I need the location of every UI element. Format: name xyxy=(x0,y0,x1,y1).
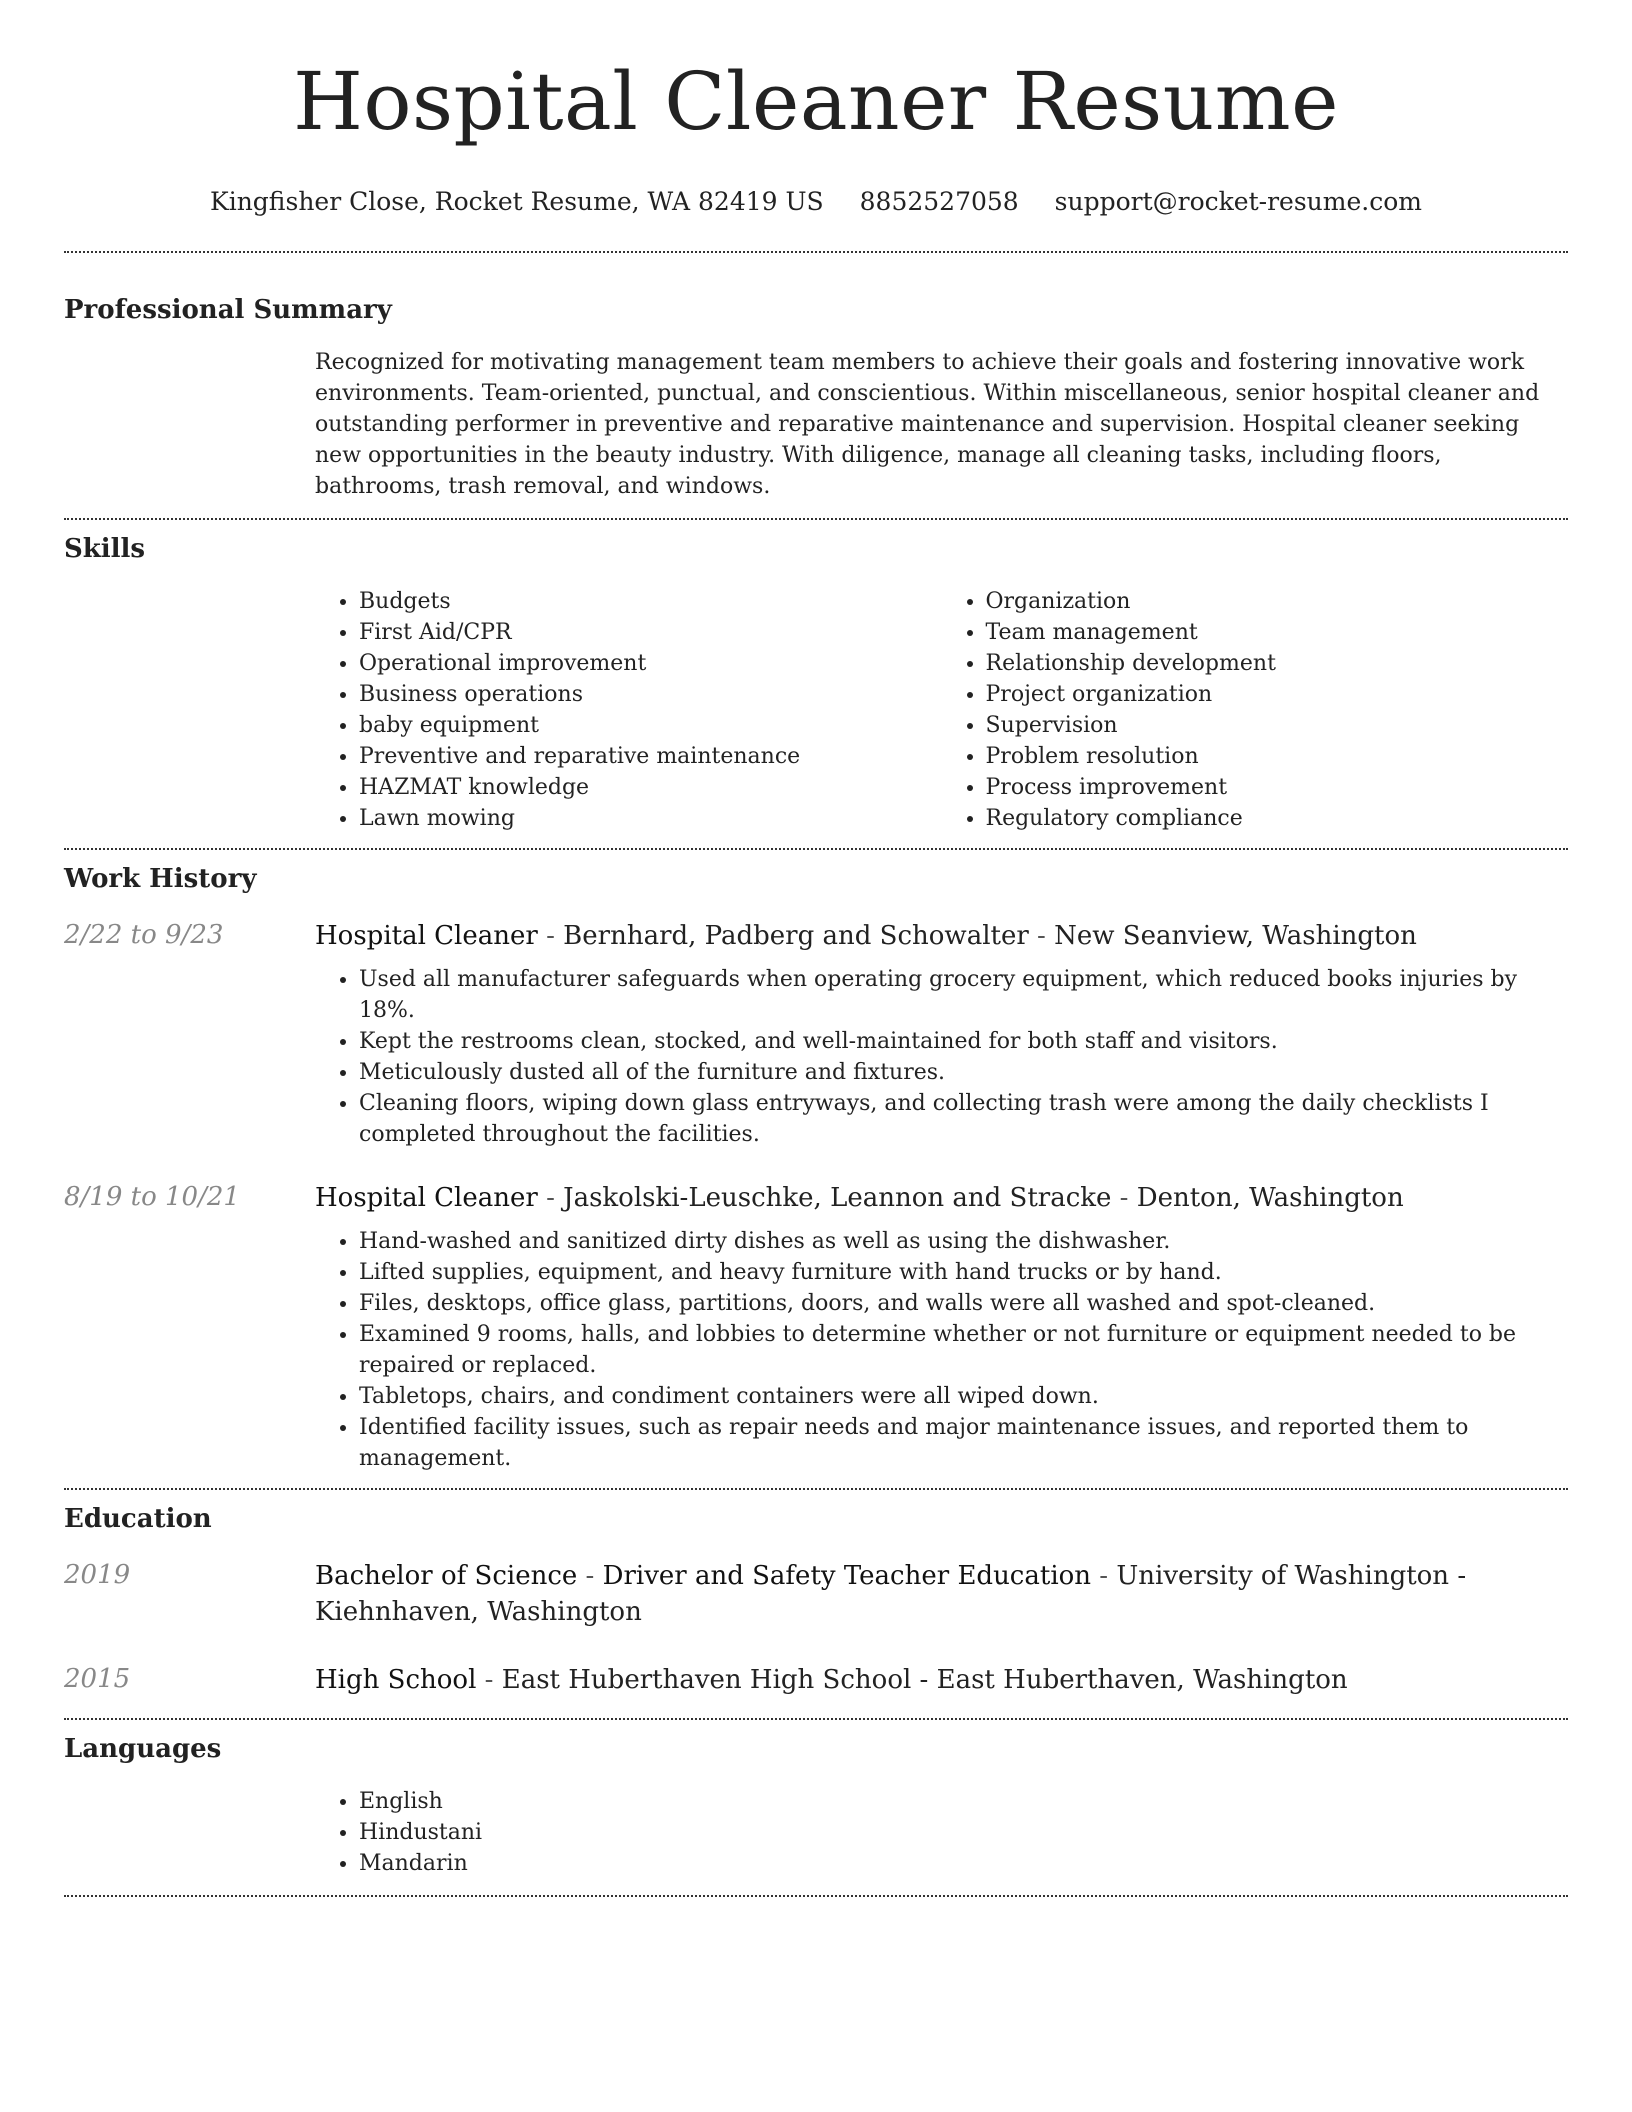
separator: - xyxy=(537,921,564,951)
education-heading xyxy=(315,1558,1568,1630)
job-bullets xyxy=(315,964,1568,1150)
resume-title: Hospital Cleaner Resume xyxy=(293,55,1339,148)
job-location: Denton, Washington xyxy=(1136,1183,1404,1213)
job-bullet: • Examined 9 rooms, halls, and lobbies to determine whether or not furniture or equipment needed to be repaired or replaced. xyxy=(359,1319,1568,1381)
language-item: • English xyxy=(359,1786,1568,1817)
separator: - xyxy=(1111,1183,1137,1213)
summary-section xyxy=(64,253,1568,502)
section-title: Skills xyxy=(64,534,146,564)
skill-item: • Lawn mowing xyxy=(359,803,942,834)
separator: - xyxy=(537,1183,564,1213)
skill-item: • Relationship development xyxy=(986,648,1569,679)
job-bullet: • Identified facility issues, such as repair needs and major maintenance issues, and reported them to management. xyxy=(359,1412,1568,1474)
language-item: • Mandarin xyxy=(359,1848,1568,1879)
job-dates: 8/19 to 10/21 xyxy=(64,1182,240,1212)
section-title: Work History xyxy=(64,864,257,894)
skills-list-left xyxy=(315,586,942,834)
job-bullet: • Files, desktops, office glass, partitions, doors, and walls were all washed and spot-cleaned. xyxy=(359,1288,1568,1319)
education-year: 2015 xyxy=(64,1664,131,1694)
job-heading xyxy=(315,918,1568,954)
languages-section xyxy=(64,1720,1568,1879)
job-bullet: • Lifted supplies, equipment, and heavy furniture with hand trucks or by hand. xyxy=(359,1257,1568,1288)
job-dates: 2/22 to 9/23 xyxy=(64,920,224,950)
resume-page xyxy=(64,0,1568,1897)
school-location: University of Washington - Kiehnhaven, Washington xyxy=(315,1561,1467,1627)
skill-item: • Team management xyxy=(986,617,1569,648)
section-title: Professional Summary xyxy=(64,295,392,325)
education-section xyxy=(64,1490,1568,1698)
field-of-study: Driver and Safety Teacher Education xyxy=(602,1561,1092,1591)
school-location: East Huberthaven High School - East Huberthaven, Washington xyxy=(501,1665,1348,1695)
job-bullet: • Meticulously dusted all of the furniture and fixtures. xyxy=(359,1057,1568,1088)
job-bullet: • Kept the restrooms clean, stocked, and well-maintained for both staff and visitors. xyxy=(359,1026,1568,1057)
skill-item: • Regulatory compliance xyxy=(986,803,1569,834)
job-location: New Seanview, Washington xyxy=(1054,921,1417,951)
job-bullet: • Cleaning floors, wiping down glass entryways, and collecting trash were among the daily checklists I completed throughout the facilities. xyxy=(359,1088,1568,1150)
skill-item: • Organization xyxy=(986,586,1569,617)
skill-item: • Problem resolution xyxy=(986,741,1569,772)
job-bullet: • Hand-washed and sanitized dirty dishes as well as using the dishwasher. xyxy=(359,1226,1568,1257)
job-bullet: • Used all manufacturer safeguards when operating grocery equipment, which reduced books injuries by 18%. xyxy=(359,964,1568,1026)
education-entry xyxy=(64,1558,1568,1630)
skill-item: • Process improvement xyxy=(986,772,1569,803)
job-company: Bernhard, Padberg and Schowalter xyxy=(563,921,1029,951)
phone: 8852527058 xyxy=(859,187,1019,216)
job-heading xyxy=(315,1180,1568,1216)
skill-item: • HAZMAT knowledge xyxy=(359,772,942,803)
job-entry xyxy=(64,1180,1568,1474)
address: Kingfisher Close, Rocket Resume, WA 82419 US xyxy=(210,187,824,216)
skill-item: • baby equipment xyxy=(359,710,942,741)
degree: Bachelor of Science xyxy=(315,1561,578,1591)
job-position: Hospital Cleaner xyxy=(315,1183,538,1213)
email: support@rocket-resume.com xyxy=(1054,187,1422,216)
skill-item: • Project organization xyxy=(986,679,1569,710)
skills-section xyxy=(64,520,1568,834)
skills-list-right xyxy=(942,586,1569,834)
job-company: Jaskolski-Leuschke, Leannon and Stracke xyxy=(563,1183,1112,1213)
separator: - xyxy=(1091,1561,1117,1591)
job-position: Hospital Cleaner xyxy=(315,921,538,951)
languages-list xyxy=(315,1786,1568,1879)
job-entry xyxy=(64,918,1568,1150)
divider xyxy=(64,1895,1568,1897)
skill-item: • Budgets xyxy=(359,586,942,617)
work-section xyxy=(64,850,1568,1474)
education-year: 2019 xyxy=(64,1560,131,1590)
education-entry xyxy=(64,1662,1568,1698)
separator: - xyxy=(476,1665,502,1695)
degree: High School xyxy=(315,1665,477,1695)
skill-item: • Operational improvement xyxy=(359,648,942,679)
education-heading xyxy=(315,1662,1568,1698)
separator: - xyxy=(1028,921,1055,951)
skill-item: • Preventive and reparative maintenance xyxy=(359,741,942,772)
skill-item: • Supervision xyxy=(986,710,1569,741)
separator: - xyxy=(577,1561,603,1591)
skill-item: • First Aid/CPR xyxy=(359,617,942,648)
job-bullets xyxy=(315,1226,1568,1474)
contact-line xyxy=(64,186,1568,218)
skill-item: • Business operations xyxy=(359,679,942,710)
summary-text: Recognized for motivating management team members to achieve their goals and fostering innovative work environments. Team-oriented, punctual, and conscientious. Within miscellaneous, senior hospital cleaner and outstanding performer in preventive and reparative maintenance and supervision. Hospital cleaner seeking new opportunities in the beauty industry. With diligence, manage all cleaning tasks, including floors, bathrooms, trash removal, and windows. xyxy=(315,350,1540,499)
language-item: • Hindustani xyxy=(359,1817,1568,1848)
section-title: Education xyxy=(64,1504,212,1534)
job-bullet: • Tabletops, chairs, and condiment containers were all wiped down. xyxy=(359,1381,1568,1412)
section-title: Languages xyxy=(64,1734,222,1764)
